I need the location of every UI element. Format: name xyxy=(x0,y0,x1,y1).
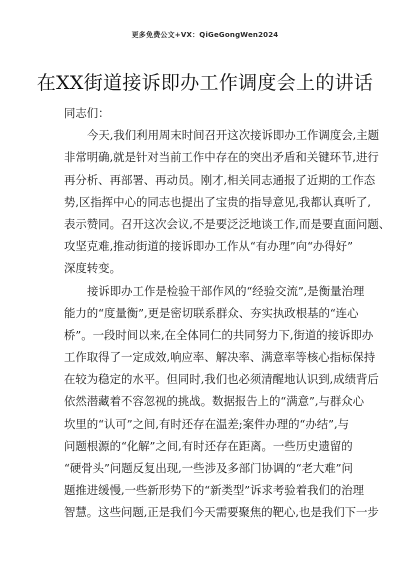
paragraph-line: 桥”。一段时间以来,在全体同仁的共同努力下,街道的接诉即办 xyxy=(64,327,374,342)
paragraph-2 xyxy=(64,280,379,524)
paragraph-line: 能力的“度量衡”,更是密切联系群众、夯实执政根基的“连心 xyxy=(64,305,359,320)
paragraph-line: 问题根源的“化解”之间,有时还存在距离。一些历史遗留的 xyxy=(64,438,353,453)
paragraph-line: 深度转变。 xyxy=(64,261,121,276)
document-title: 在XX街道接诉即办工作调度会上的讲话 xyxy=(36,72,374,94)
paragraph-line: 今天,我们利用周末时间召开这次接诉即办工作调度会,主题 xyxy=(87,128,380,143)
paragraph-line: 非常明确,就是针对当前工作中存在的突出矛盾和关键环节,进行 xyxy=(64,150,379,165)
salutation: 同志们： xyxy=(64,106,110,120)
paragraph-1 xyxy=(64,124,391,279)
paragraph-line: 攻坚克难,推动街道的接诉即办工作从“有办理”向“办得好” xyxy=(64,239,353,254)
paragraph-line: 工作取得了一定成效,响应率、解决率、满意率等核心指标保持 xyxy=(64,350,376,365)
paragraph-line: 势,区指挥中心的同志也提出了宝贵的指导意见,我都认真听了, xyxy=(64,194,372,209)
paragraph-line: 在较为稳定的水平。但同时,我们也必须清醒地认识到,成绩背后 xyxy=(64,372,379,387)
paragraph-line: 依然潜藏着不容忽视的挑战。数据报告上的“满意”,与群众心 xyxy=(64,394,365,409)
paragraph-line: 再分析、再部署、再动员。刚才,相关同志通报了近期的工作态 xyxy=(64,172,376,187)
paragraph-line: 题推进缓慢,一些新形势下的“新类型”诉求考验着我们的治理 xyxy=(64,483,365,498)
paragraph-line: 表示赞同。召开这次会议,不是要泛泛地谈工作,而是要直面问题、 xyxy=(64,216,391,231)
paragraph-line: 接诉即办工作是检验干部作风的“经验交流”,是衡量治理 xyxy=(87,283,365,298)
document-body xyxy=(64,102,391,524)
paragraph-line: “硬骨头”问题反复出现,一些涉及多部门协调的“老大难”问 xyxy=(64,461,353,475)
header-note: 更多免费公文+VX：QiGeGongWen2024 xyxy=(131,31,279,39)
paragraph-line: 坎里的“认可”之间,有时还存在温差;案件办理的“办结”,与 xyxy=(64,416,349,431)
paragraph-line: 智慧。这些问题,正是我们今天需要聚焦的靶心,也是我们下一步 xyxy=(64,505,379,520)
